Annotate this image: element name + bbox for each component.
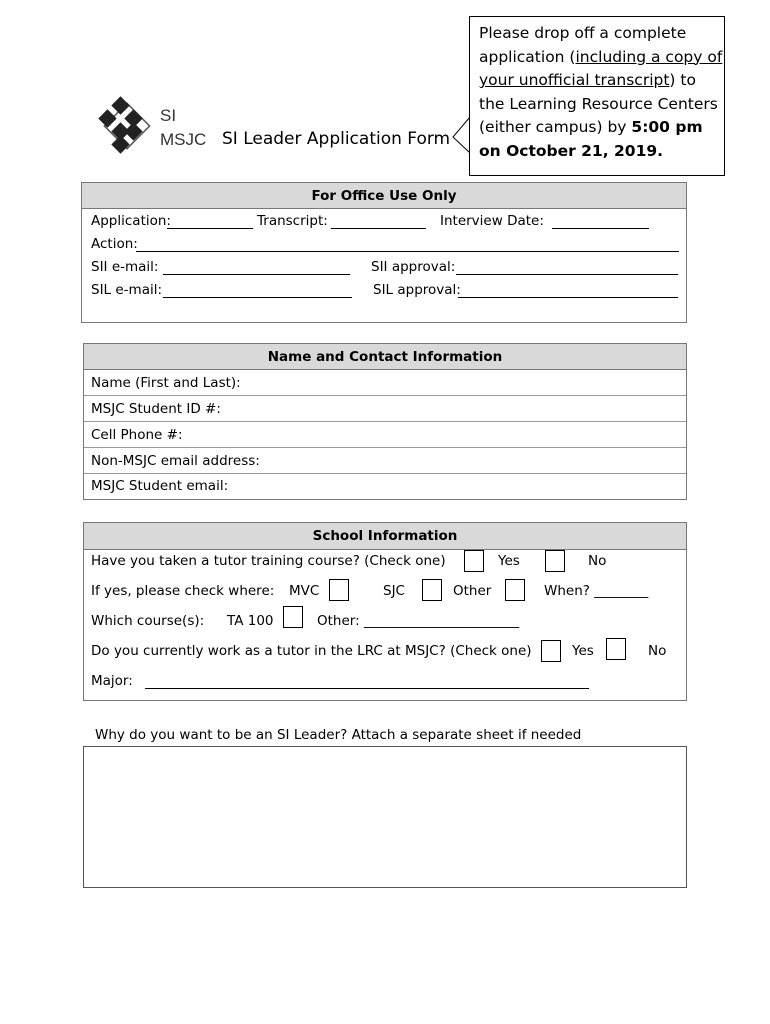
sil-email-label: SIL e-mail: <box>91 282 163 298</box>
tutor-course-no-label: No <box>588 553 607 569</box>
office-use-header: For Office Use Only <box>82 183 686 209</box>
tutor-course-question: Have you taken a tutor training course? (Check one) <box>91 553 446 569</box>
logo-si-text: SI <box>160 106 177 125</box>
ta100-checkbox[interactable] <box>283 606 303 628</box>
office-use-box <box>81 182 687 323</box>
sii-approval-label: SII approval: <box>371 259 456 275</box>
callout-deadline: 5:00 pm on October 21, 2019. <box>479 118 703 160</box>
transcript-line[interactable] <box>331 228 426 229</box>
sii-email-line[interactable] <box>163 274 350 275</box>
interview-date-label: Interview Date: <box>440 213 544 229</box>
transcript-label: Transcript: <box>257 213 328 229</box>
sil-approval-label: SIL approval: <box>373 282 461 298</box>
form-title: SI Leader Application Form <box>222 129 451 149</box>
tutor-course-no-checkbox[interactable] <box>545 550 565 572</box>
school-header: School Information <box>84 523 686 550</box>
contact-row-non-msjc-email[interactable]: Non-MSJC email address: <box>84 448 686 474</box>
lrc-yes-checkbox[interactable] <box>541 640 561 662</box>
action-label: Action: <box>91 236 138 252</box>
sil-approval-line[interactable] <box>458 297 678 298</box>
logo-msjc-text: MSJC <box>160 130 207 149</box>
lrc-no-label: No <box>648 643 667 659</box>
school-box <box>83 522 687 701</box>
mvc-label: MVC <box>289 583 320 599</box>
other-location-label: Other <box>453 583 492 599</box>
msjc-logo <box>96 95 158 157</box>
other-location-checkbox[interactable] <box>505 579 525 601</box>
course-question: Which course(s): <box>91 613 205 629</box>
action-line[interactable] <box>136 251 679 252</box>
sjc-checkbox[interactable] <box>422 579 442 601</box>
major-label: Major: <box>91 673 133 689</box>
tutor-course-yes-checkbox[interactable] <box>464 550 484 572</box>
contact-row-name[interactable]: Name (First and Last): <box>84 370 686 396</box>
contact-header: Name and Contact Information <box>84 344 686 370</box>
sjc-label: SJC <box>383 583 405 599</box>
other-course-field[interactable]: Other: _______________________ <box>317 613 520 629</box>
lrc-yes-label: Yes <box>572 643 594 659</box>
contact-row-cell-phone[interactable]: Cell Phone #: <box>84 422 686 448</box>
major-line[interactable] <box>145 688 589 689</box>
lrc-tutor-question: Do you currently work as a tutor in the LRC at MSJC? (Check one) <box>91 643 532 659</box>
contact-box <box>83 343 687 500</box>
application-label: Application: <box>91 213 171 229</box>
when-field[interactable]: When? ________ <box>544 583 649 599</box>
callout-text: Please drop off a complete application (including a copy of your unofficial transcript) to the Learning Resource Centers (either campus) by 5:00 pm on October 21, 2019. <box>479 24 723 160</box>
sii-email-label: SII e-mail: <box>91 259 159 275</box>
where-question: If yes, please check where: <box>91 583 275 599</box>
contact-row-msjc-email[interactable]: MSJC Student email: <box>91 478 229 494</box>
why-prompt: Why do you want to be an SI Leader? Attach a separate sheet if needed <box>95 727 582 743</box>
contact-row-student-id[interactable]: MSJC Student ID #: <box>84 396 686 422</box>
callout-underlined: including a copy of your unofficial transcript <box>479 47 723 89</box>
ta100-label: TA 100 <box>227 613 274 629</box>
tutor-course-yes-label: Yes <box>498 553 520 569</box>
interview-date-line[interactable] <box>552 228 649 229</box>
application-line[interactable] <box>167 228 253 229</box>
why-answer-box[interactable] <box>83 746 687 888</box>
mvc-checkbox[interactable] <box>329 579 349 601</box>
lrc-no-checkbox[interactable] <box>606 638 626 660</box>
sil-email-line[interactable] <box>163 297 352 298</box>
sii-approval-line[interactable] <box>456 274 678 275</box>
